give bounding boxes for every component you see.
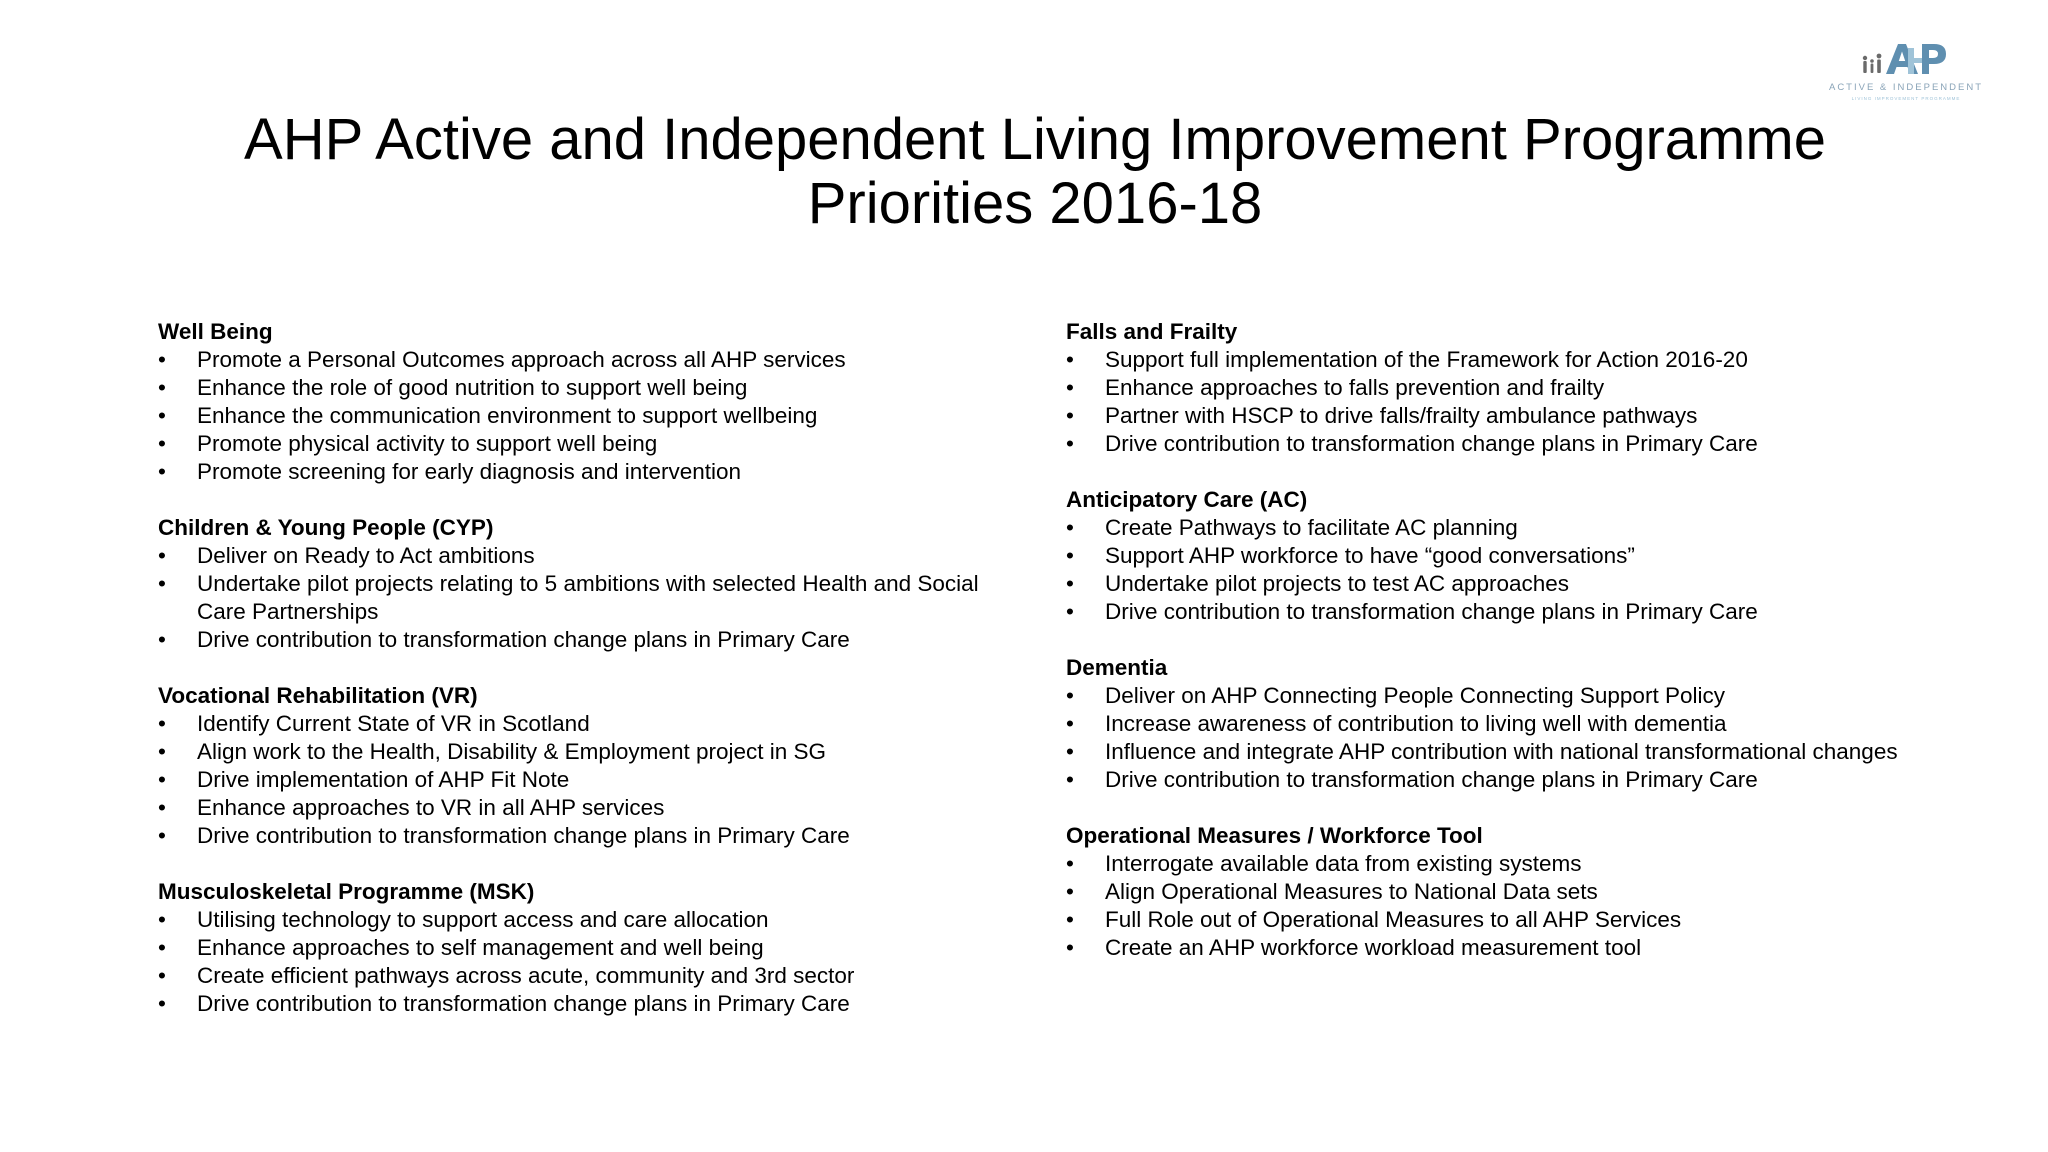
bullet-icon: • xyxy=(1066,403,1074,428)
list-item-text: Deliver on AHP Connecting People Connecting Support Policy xyxy=(1105,683,1725,708)
bullet-icon: • xyxy=(158,543,166,568)
list-item-text: Create Pathways to facilitate AC planning xyxy=(1105,515,1518,540)
list-item-text: Create an AHP workforce workload measurement tool xyxy=(1105,935,1642,960)
list-item-text: Undertake pilot projects relating to 5 ambitions with selected Health and Social Care Partnerships xyxy=(197,571,979,624)
bullet-icon: • xyxy=(1066,599,1074,624)
bullet-icon: • xyxy=(158,403,166,428)
list-item xyxy=(158,962,1008,990)
list-item xyxy=(1066,374,1906,402)
list-item-text: Support AHP workforce to have “good conversations” xyxy=(1105,543,1635,568)
bullet-list xyxy=(158,346,1008,486)
list-item-text: Drive contribution to transformation change plans in Primary Care xyxy=(1105,767,1758,792)
list-item-text: Drive contribution to transformation change plans in Primary Care xyxy=(197,991,850,1016)
bullet-icon: • xyxy=(158,571,166,596)
list-item-text: Undertake pilot projects to test AC approaches xyxy=(1105,571,1570,596)
left-column xyxy=(158,318,1008,1046)
list-item xyxy=(158,710,1008,738)
bullet-icon: • xyxy=(158,739,166,764)
list-item-text: Influence and integrate AHP contribution with national transformational changes xyxy=(1105,739,1898,764)
list-item-text: Identify Current State of VR in Scotland xyxy=(197,711,590,736)
list-item-text: Enhance the communication environment to support wellbeing xyxy=(197,403,818,428)
list-item xyxy=(1066,402,1906,430)
priority-section xyxy=(1066,318,1906,458)
list-item-text: Promote screening for early diagnosis and intervention xyxy=(197,459,742,484)
bullet-icon: • xyxy=(1066,739,1074,764)
section-title: Well Being xyxy=(158,319,273,344)
list-item xyxy=(1066,906,1906,934)
priority-section xyxy=(158,878,1008,1018)
list-item-text: Increase awareness of contribution to living well with dementia xyxy=(1105,711,1727,736)
bullet-icon: • xyxy=(158,711,166,736)
page-title xyxy=(110,108,1960,236)
priority-section xyxy=(158,682,1008,850)
list-item-text: Promote physical activity to support well being xyxy=(197,431,658,456)
bullet-icon: • xyxy=(1066,543,1074,568)
list-item-text: Full Role out of Operational Measures to all AHP Services xyxy=(1105,907,1682,932)
priority-section xyxy=(1066,486,1906,626)
bullet-icon: • xyxy=(158,907,166,932)
priority-section xyxy=(158,318,1008,486)
bullet-icon: • xyxy=(1066,851,1074,876)
list-item xyxy=(158,934,1008,962)
page-title-line-1: AHP Active and Independent Living Improvement Programme xyxy=(244,107,1826,172)
list-item xyxy=(158,570,1008,626)
list-item xyxy=(1066,878,1906,906)
bullet-icon: • xyxy=(1066,767,1074,792)
list-item-text: Align Operational Measures to National Data sets xyxy=(1105,879,1598,904)
list-item xyxy=(158,402,1008,430)
list-item xyxy=(158,346,1008,374)
list-item-text: Partner with HSCP to drive falls/frailty ambulance pathways xyxy=(1105,403,1698,428)
list-item xyxy=(1066,738,1906,766)
bullet-icon: • xyxy=(1066,347,1074,372)
bullet-list xyxy=(1066,682,1906,794)
list-item xyxy=(158,374,1008,402)
ahp-logo-mark-icon xyxy=(1816,36,1996,82)
bullet-icon: • xyxy=(1066,935,1074,960)
bullet-icon: • xyxy=(158,431,166,456)
section-title: Children & Young People (CYP) xyxy=(158,515,494,540)
bullet-icon: • xyxy=(1066,431,1074,456)
bullet-icon: • xyxy=(1066,907,1074,932)
bullet-icon: • xyxy=(1066,375,1074,400)
list-item xyxy=(158,738,1008,766)
list-item xyxy=(158,822,1008,850)
list-item xyxy=(1066,766,1906,794)
list-item xyxy=(1066,682,1906,710)
bullet-icon: • xyxy=(158,935,166,960)
bullet-icon: • xyxy=(158,963,166,988)
list-item-text: Support full implementation of the Framework for Action 2016-20 xyxy=(1105,347,1748,372)
list-item-text: Drive contribution to transformation change plans in Primary Care xyxy=(1105,431,1758,456)
bullet-list xyxy=(1066,850,1906,962)
list-item-text: Interrogate available data from existing systems xyxy=(1105,851,1582,876)
bullet-icon: • xyxy=(158,767,166,792)
section-title: Dementia xyxy=(1066,655,1168,680)
list-item-text: Create efficient pathways across acute, community and 3rd sector xyxy=(197,963,855,988)
bullet-icon: • xyxy=(158,991,166,1016)
list-item xyxy=(158,766,1008,794)
list-item-text: Promote a Personal Outcomes approach across all AHP services xyxy=(197,347,846,372)
list-item xyxy=(1066,710,1906,738)
list-item xyxy=(158,458,1008,486)
bullet-list xyxy=(158,710,1008,850)
bullet-icon: • xyxy=(158,823,166,848)
section-title: Falls and Frailty xyxy=(1066,319,1238,344)
bullet-list xyxy=(1066,346,1906,458)
bullet-icon: • xyxy=(1066,683,1074,708)
list-item xyxy=(1066,430,1906,458)
bullet-icon: • xyxy=(158,375,166,400)
section-title: Operational Measures / Workforce Tool xyxy=(1066,823,1483,848)
list-item xyxy=(1066,934,1906,962)
list-item xyxy=(158,542,1008,570)
right-column xyxy=(1066,318,1906,990)
list-item xyxy=(158,430,1008,458)
section-title: Musculoskeletal Programme (MSK) xyxy=(158,879,535,904)
list-item-text: Drive contribution to transformation change plans in Primary Care xyxy=(1105,599,1758,624)
list-item-text: Enhance approaches to self management and well being xyxy=(197,935,764,960)
list-item xyxy=(158,906,1008,934)
list-item xyxy=(158,626,1008,654)
list-item-text: Enhance the role of good nutrition to support well being xyxy=(197,375,748,400)
list-item-text: Enhance approaches to falls prevention and frailty xyxy=(1105,375,1605,400)
priority-section xyxy=(1066,654,1906,794)
logo-subline: LIVING IMPROVEMENT PROGRAMME xyxy=(1851,96,1961,101)
bullet-list xyxy=(158,906,1008,1018)
list-item-text: Align work to the Health, Disability & Employment project in SG xyxy=(197,739,827,764)
list-item xyxy=(1066,346,1906,374)
bullet-icon: • xyxy=(158,459,166,484)
bullet-icon: • xyxy=(1066,711,1074,736)
list-item-text: Drive contribution to transformation change plans in Primary Care xyxy=(197,823,850,848)
priority-section xyxy=(158,514,1008,654)
bullet-icon: • xyxy=(1066,571,1074,596)
list-item-text: Drive contribution to transformation change plans in Primary Care xyxy=(197,627,850,652)
page-title-line-2: Priorities 2016-18 xyxy=(807,171,1263,236)
list-item xyxy=(1066,514,1906,542)
list-item-text: Deliver on Ready to Act ambitions xyxy=(197,543,535,568)
bullet-icon: • xyxy=(1066,879,1074,904)
logo-tagline: ACTIVE & INDEPENDENT xyxy=(1828,82,1984,93)
list-item-text: Utilising technology to support access and care allocation xyxy=(197,907,769,932)
list-item xyxy=(1066,542,1906,570)
section-title: Vocational Rehabilitation (VR) xyxy=(158,683,478,708)
list-item xyxy=(158,794,1008,822)
list-item-text: Enhance approaches to VR in all AHP services xyxy=(197,795,665,820)
bullet-list xyxy=(1066,514,1906,626)
list-item-text: Drive implementation of AHP Fit Note xyxy=(197,767,570,792)
section-title: Anticipatory Care (AC) xyxy=(1066,487,1308,512)
ahp-logo xyxy=(1816,36,1996,106)
list-item xyxy=(158,990,1008,1018)
bullet-icon: • xyxy=(158,347,166,372)
bullet-icon: • xyxy=(158,795,166,820)
bullet-icon: • xyxy=(1066,515,1074,540)
list-item xyxy=(1066,570,1906,598)
bullet-list xyxy=(158,542,1008,654)
priority-section xyxy=(1066,822,1906,962)
list-item xyxy=(1066,598,1906,626)
bullet-icon: • xyxy=(158,627,166,652)
list-item xyxy=(1066,850,1906,878)
